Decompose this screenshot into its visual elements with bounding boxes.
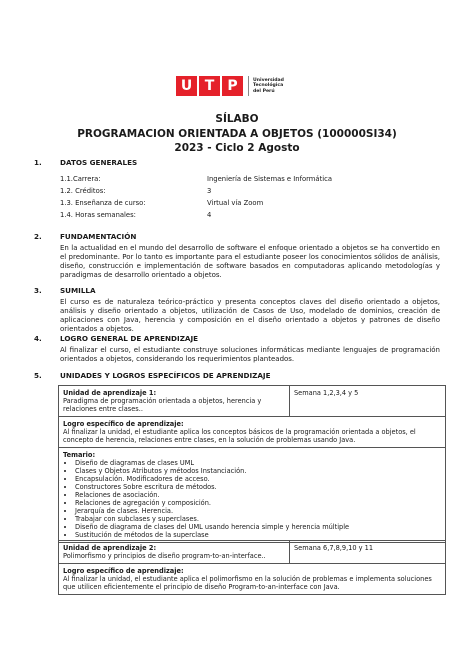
course-period: 2023 - Ciclo 2 Agosto (174, 142, 300, 154)
unit-name-cell (59, 386, 290, 417)
datos-label: 1.4. Horas semanales: (60, 211, 136, 219)
datos-value: 3 (207, 187, 212, 195)
section-heading-unidades: 5. UNIDADES Y LOGROS ESPECÍFICOS DE APRENDIZAJE (34, 371, 271, 380)
unit-1-table (58, 385, 446, 543)
unit-logro-cell (59, 417, 446, 448)
unit-weeks: Semana 6,7,8,9,10 y 11 (290, 541, 446, 564)
datos-label: 1.2. Créditos: (60, 187, 106, 195)
unit-weeks: Semana 1,2,3,4 y 5 (290, 386, 446, 417)
unit-temario-row (59, 448, 446, 543)
topic-item: • Jerarquía de clases. Herencia. (75, 507, 441, 515)
course-title: PROGRAMACION ORIENTADA A OBJETOS (100000SI34) (77, 128, 397, 140)
unit-header-row (59, 541, 446, 564)
document-type-title: SÍLABO (215, 113, 259, 125)
topic-item: • Encapsulación. Modificadores de acceso. (75, 475, 441, 483)
unit-2-table (58, 540, 446, 595)
topic-item: • Clases y Objetos Atributos y métodos Instanciación. (75, 467, 441, 475)
fundamentacion-text: En la actualidad en el mundo del desarrollo de software el enfoque orientado a objetos se ha convertido en el predominante. Por lo tanto es importante para el estudiante poseer los conocimientos sólidos de análisis, diseño, construcción e implementación de software basados en computadoras aplicando metodologías y paradigmas de desarrollo orientado a objetos. (60, 244, 440, 279)
section-heading-logro: 4. LOGRO GENERAL DE APRENDIZAJE (34, 334, 199, 343)
unit-name: Polimorfismo y principios de diseño program-to-an-interface.. (63, 552, 266, 560)
topic-list (63, 459, 441, 539)
section-heading-sumilla: 3. SUMILLA (34, 286, 96, 295)
datos-value: Ingeniería de Sistemas e Informática (207, 175, 333, 183)
topic-item: • Relaciones de agregación y composición. (75, 499, 441, 507)
unit-logro-row (59, 417, 446, 448)
datos-value: Virtual vía Zoom (207, 199, 264, 207)
sumilla-text: El curso es de naturaleza teórico-práctico y presenta conceptos claves del diseño orientado a objetos, análisis y diseño orientado a objetos, utilización de Casos de Uso, modelado de dominios, creación de aplicaciones con Java, herencia y composición en el diseño orientado a objetos y patrones de diseño orientados a objetos. (60, 298, 440, 333)
unit-logro-row (59, 564, 446, 595)
logro-text: Al finalizar la unidad, el estudiante aplica el polimorfismo en la solución de problemas e implementa soluciones que utilicen eficientemente el principio de diseño Program-to-an-interface con Java. (63, 575, 432, 591)
logro-label: Logro específico de aprendizaje: (63, 420, 184, 428)
logro-text: Al finalizar la unidad, el estudiante aplica los conceptos básicos de la programación orientada a objetos, el concepto de herencia, relaciones entre clases, en la solución de problemas usando Java. (63, 428, 416, 444)
utp-logo (176, 74, 284, 98)
unit-header-row (59, 386, 446, 417)
unit-label: Unidad de aprendizaje 1: (63, 389, 157, 397)
datos-value: 4 (207, 211, 212, 219)
logo-letter-p: P (222, 76, 243, 96)
logro-label: Logro específico de aprendizaje: (63, 567, 184, 575)
unit-label: Unidad de aprendizaje 2: (63, 544, 157, 552)
unit-logro-cell (59, 564, 446, 595)
topic-item: • Trabajar con subclases y superclases. (75, 515, 441, 523)
unit-temario-cell (59, 448, 446, 543)
temario-label: Temario: (63, 451, 96, 459)
unit-name: Paradigma de programación orientada a objetos, herencia y relaciones entre clases.. (63, 397, 262, 413)
topic-item: • Diseño de diagramas de clases UML (75, 459, 441, 467)
topic-item: • Relaciones de asociación. (75, 491, 441, 499)
logro-general-text: Al finalizar el curso, el estudiante construye soluciones informáticas mediante lenguajes de programación orientados a objetos, considerando los requerimientos planteados. (60, 346, 440, 363)
topic-item: • Constructores Sobre escritura de métodos. (75, 483, 441, 491)
section-heading-datos: 1. DATOS GENERALES (34, 158, 138, 167)
datos-label: 1.3. Enseñanza de curso: (60, 199, 146, 207)
datos-label: 1.1.Carrera: (60, 175, 101, 183)
logo-university-name: Universidad Tecnológica del Perú (253, 77, 284, 94)
topic-item: • Sustitución de métodos de la superclase (75, 531, 441, 539)
topic-item: • Diseño de diagrama de clases del UML usando herencia simple y herencia múltiple (75, 523, 441, 531)
logo-letter-t: T (199, 76, 220, 96)
logo-letter-u: U (176, 76, 197, 96)
unit-name-cell (59, 541, 290, 564)
section-heading-fundamentacion: 2. FUNDAMENTACIÓN (34, 232, 137, 241)
logo-divider (248, 76, 249, 96)
